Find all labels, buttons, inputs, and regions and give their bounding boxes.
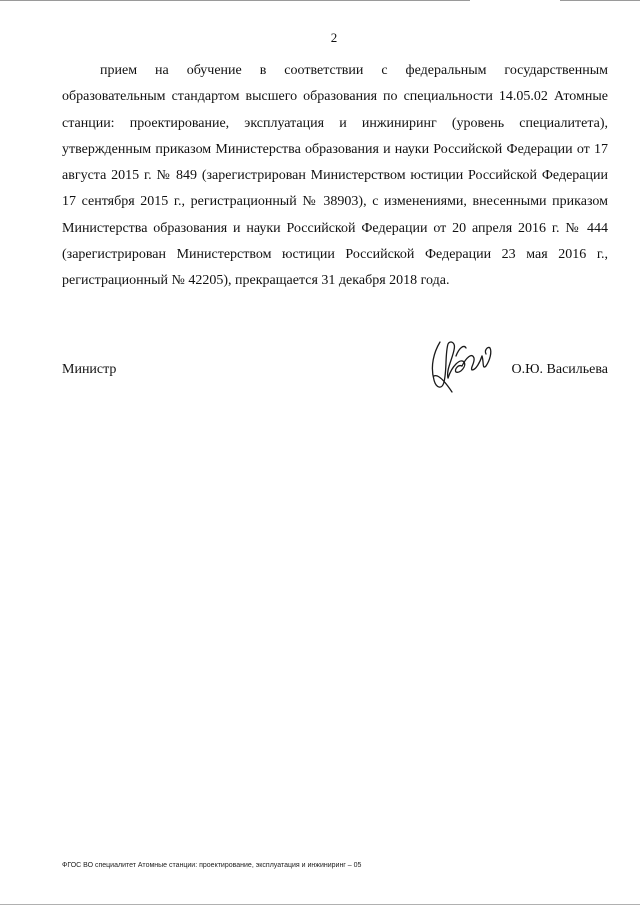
signature-block [62, 336, 608, 396]
signer-title: Министр [62, 362, 117, 377]
document-footer: ФГОС ВО специалитет Атомные станции: проектирование, эксплуатация и инжиниринг – 05 [62, 862, 362, 869]
top-edge-rule [0, 0, 470, 1]
signer-name: О.Ю. Васильева [511, 362, 608, 377]
handwritten-signature-icon [426, 336, 502, 398]
page-number: 2 [330, 30, 338, 45]
top-edge-rule-right [560, 0, 640, 1]
body-paragraph: прием на обучение в соответствии с федеральным государственным образовательным стандартом высшего образования по специальности 14.05.02 Атомные станции: проектирование, эксплуатация и инжиниринг (уровень специалитета), утвержденным приказом Министерства образования и науки Российской Федерации от 17 августа 2015 г. № 849 (зарегистрирован Министерством юстиции Российской Федерации 17 сентября 2015 г., регистрационный № 38903), с изменениями, внесенными приказом Министерства образования и науки Российской Федерации от 20 апреля 2016 г. № 444 (зарегистрирован Министерством юстиции Российской Федерации 23 мая 2016 г., регистрационный № 42205), прекращается 31 декабря 2018 года. [62, 63, 608, 289]
